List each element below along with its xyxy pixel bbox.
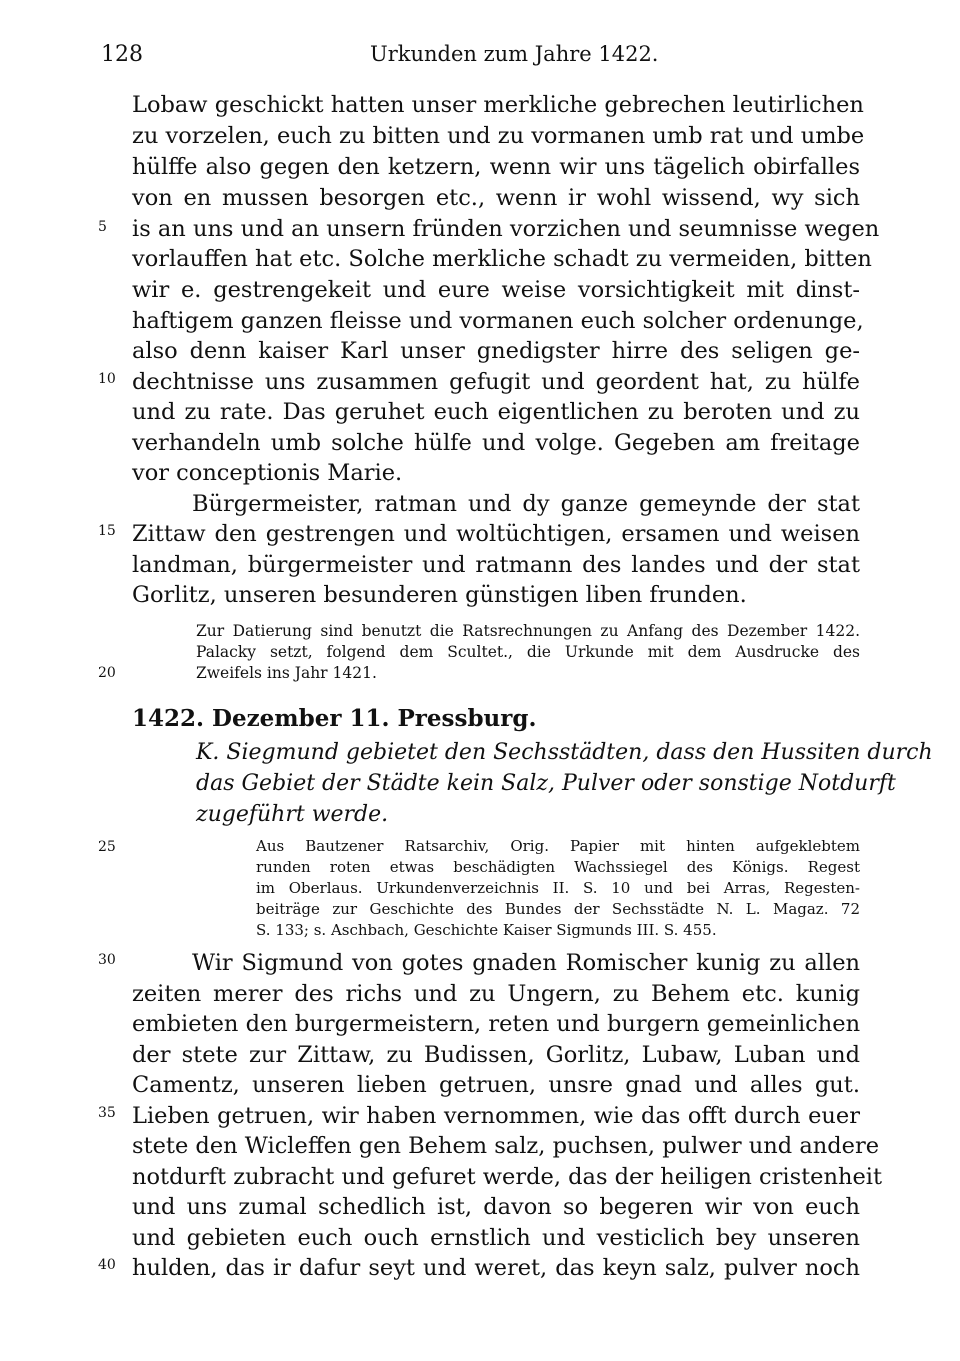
text-line: also denn kaiser Karl unser gnedigster hirre des seligen ge- [132, 338, 860, 364]
document-text-line: der stete zur Zittaw, zu Budissen, Gorlitz, Lubaw, Luban und [132, 1042, 860, 1068]
text-line: zu vorzelen, euch zu bitten und zu vormanen umb rat und umbe [132, 123, 865, 149]
address-line: landman, bürgermeister und ratmann des landes und der stat [132, 552, 860, 578]
line-number: 25 [98, 839, 116, 855]
address-line: Gorlitz, unseren besunderen günstigen liben frunden. [132, 582, 747, 608]
source-note-line: beiträge zur Geschichte des Bundes der Sechsstädte N. L. Magaz. 72 [256, 900, 860, 918]
source-note-line: runden roten etwas beschädigten Wachssiegel des Königs. Regest [256, 858, 860, 876]
document-text-line: Camentz, unseren lieben getruen, unsre gnad und alles gut. [132, 1072, 860, 1098]
document-text-line: und uns zumal schedlich ist, davon so begeren wir von euch [132, 1194, 860, 1220]
text-line: dechtnisse uns zusammen gefugit und geordent hat, zu hülfe [132, 369, 860, 395]
line-number: 35 [98, 1105, 116, 1121]
entry-heading: 1422. Dezember 11. Pressburg. [132, 705, 537, 732]
source-note-line: Aus Bautzener Ratsarchiv, Orig. Papier mit hinten aufgeklebtem [256, 837, 860, 855]
dating-note-line: Zur Datierung sind benutzt die Ratsrechnungen zu Anfang des Dezember 1422. [196, 622, 860, 640]
text-line: und zu rate. Das geruhet euch eigentlichen zu beroten und zu [132, 399, 860, 425]
document-text-line: notdurft zubracht und gefuret werde, das der heiligen cristenheit [132, 1164, 883, 1190]
line-number: 20 [98, 665, 116, 681]
source-note-line: S. 133; s. Aschbach, Geschichte Kaiser Sigmunds III. S. 455. [256, 921, 717, 939]
text-line: is an uns und an unsern fründen vorzichen und seumnisse wegen [132, 216, 880, 242]
text-line: haftigem ganzen fleisse und vormanen euch solcher ordenunge, [132, 308, 864, 334]
text-line: wir e. gestrengekeit und eure weise vorsichtigkeit mit dinst- [132, 277, 860, 303]
document-text-line: und gebieten euch ouch ernstlich und vesticlich bey unseren [132, 1225, 860, 1251]
text-line: verhandeln umb solche hülfe und volge. Gegeben am freitage [132, 430, 860, 456]
regest-line: zugeführt werde. [196, 802, 389, 827]
page-number: 128 [101, 42, 143, 67]
running-title: Urkunden zum Jahre 1422. [370, 42, 659, 66]
document-text-line: embieten den burgermeistern, reten und burgern gemeinlichen [132, 1011, 861, 1037]
document-text-line: stete den Wicleffen gen Behem salz, puchsen, pulwer und andere [132, 1133, 880, 1159]
source-note-line: im Oberlaus. Urkundenverzeichnis II. S. 10 und bei Arras, Regesten- [256, 879, 860, 897]
address-line: Bürgermeister, ratman und dy ganze gemeynde der stat [192, 491, 860, 517]
document-text-line: hulden, das ir dafur seyt und weret, das keyn salz, pulver noch [132, 1255, 860, 1281]
text-line: hülffe also gegen den ketzern, wenn wir uns tägelich obirfalles [132, 154, 860, 180]
dating-note-line: Palacky setzt, folgend dem Scultet., die Urkunde mit dem Ausdrucke des [196, 643, 860, 661]
text-line: vorlauffen hat etc. Solche merkliche schadt zu vermeiden, bitten [132, 246, 872, 272]
regest-line: das Gebiet der Städte kein Salz, Pulver oder sonstige Notdurft [196, 771, 896, 796]
document-text-line: Wir Sigmund von gotes gnaden Romischer kunig zu allen [192, 950, 860, 976]
text-line: von en mussen besorgen etc., wenn ir wohl wissend, wy sich [132, 185, 860, 211]
document-text-line: Lieben getruen, wir haben vernommen, wie das offt durch euer [132, 1103, 860, 1129]
text-line: vor conceptionis Marie. [132, 460, 403, 486]
text-line: Lobaw geschickt hatten unser merkliche gebrechen leutirlichen [132, 92, 864, 118]
line-number: 30 [98, 952, 116, 968]
dating-note-line: Zweifels ins Jahr 1421. [196, 664, 377, 682]
regest-line: K. Siegmund gebietet den Sechsstädten, dass den Hussiten durch [196, 740, 933, 765]
line-number: 40 [98, 1257, 116, 1273]
address-line: Zittaw den gestrengen und woltüchtigen, ersamen und weisen [132, 521, 860, 547]
line-number: 10 [98, 371, 116, 387]
line-number: 15 [98, 523, 116, 539]
line-number: 5 [98, 219, 107, 235]
document-text-line: zeiten merer des richs und zu Ungern, zu Behem etc. kunig [132, 981, 860, 1007]
